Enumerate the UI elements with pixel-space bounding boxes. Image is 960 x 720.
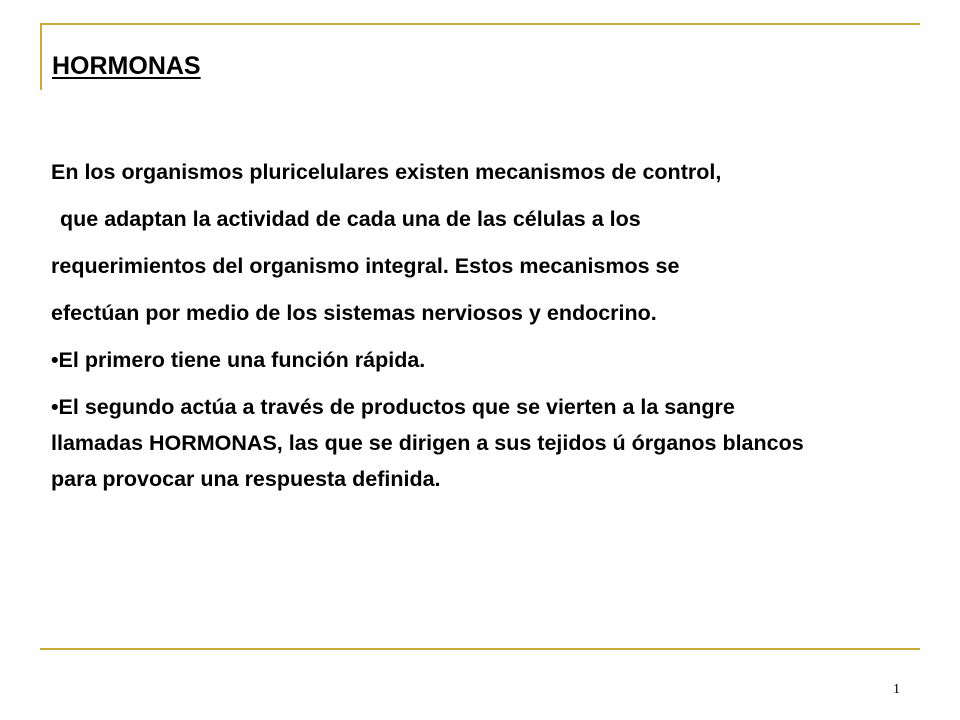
body-line-8: para provocar una respuesta definida. — [51, 467, 441, 491]
top-accent-line — [40, 23, 920, 25]
slide-title: HORMONAS — [52, 52, 201, 80]
body-line-2: que adaptan la actividad de cada una de las células a los — [60, 207, 641, 231]
body-line-4: efectúan por medio de los sistemas nerviosos y endocrino. — [51, 301, 657, 325]
bottom-accent-line — [40, 648, 920, 650]
slide-body — [51, 160, 911, 514]
bullet-item-2: •El segundo actúa a través de productos que se vierten a la sangre — [51, 395, 735, 419]
page-number: 1 — [893, 682, 900, 697]
body-line-3: requerimientos del organismo integral. Estos mecanismos se — [51, 254, 680, 278]
body-line-7: llamadas HORMONAS, las que se dirigen a sus tejidos ú órganos blancos — [51, 431, 804, 455]
body-line-1: En los organismos pluricelulares existen mecanismos de control, — [51, 160, 722, 184]
left-accent-line — [40, 23, 42, 90]
bullet-item-1: •El primero tiene una función rápida. — [51, 348, 426, 372]
